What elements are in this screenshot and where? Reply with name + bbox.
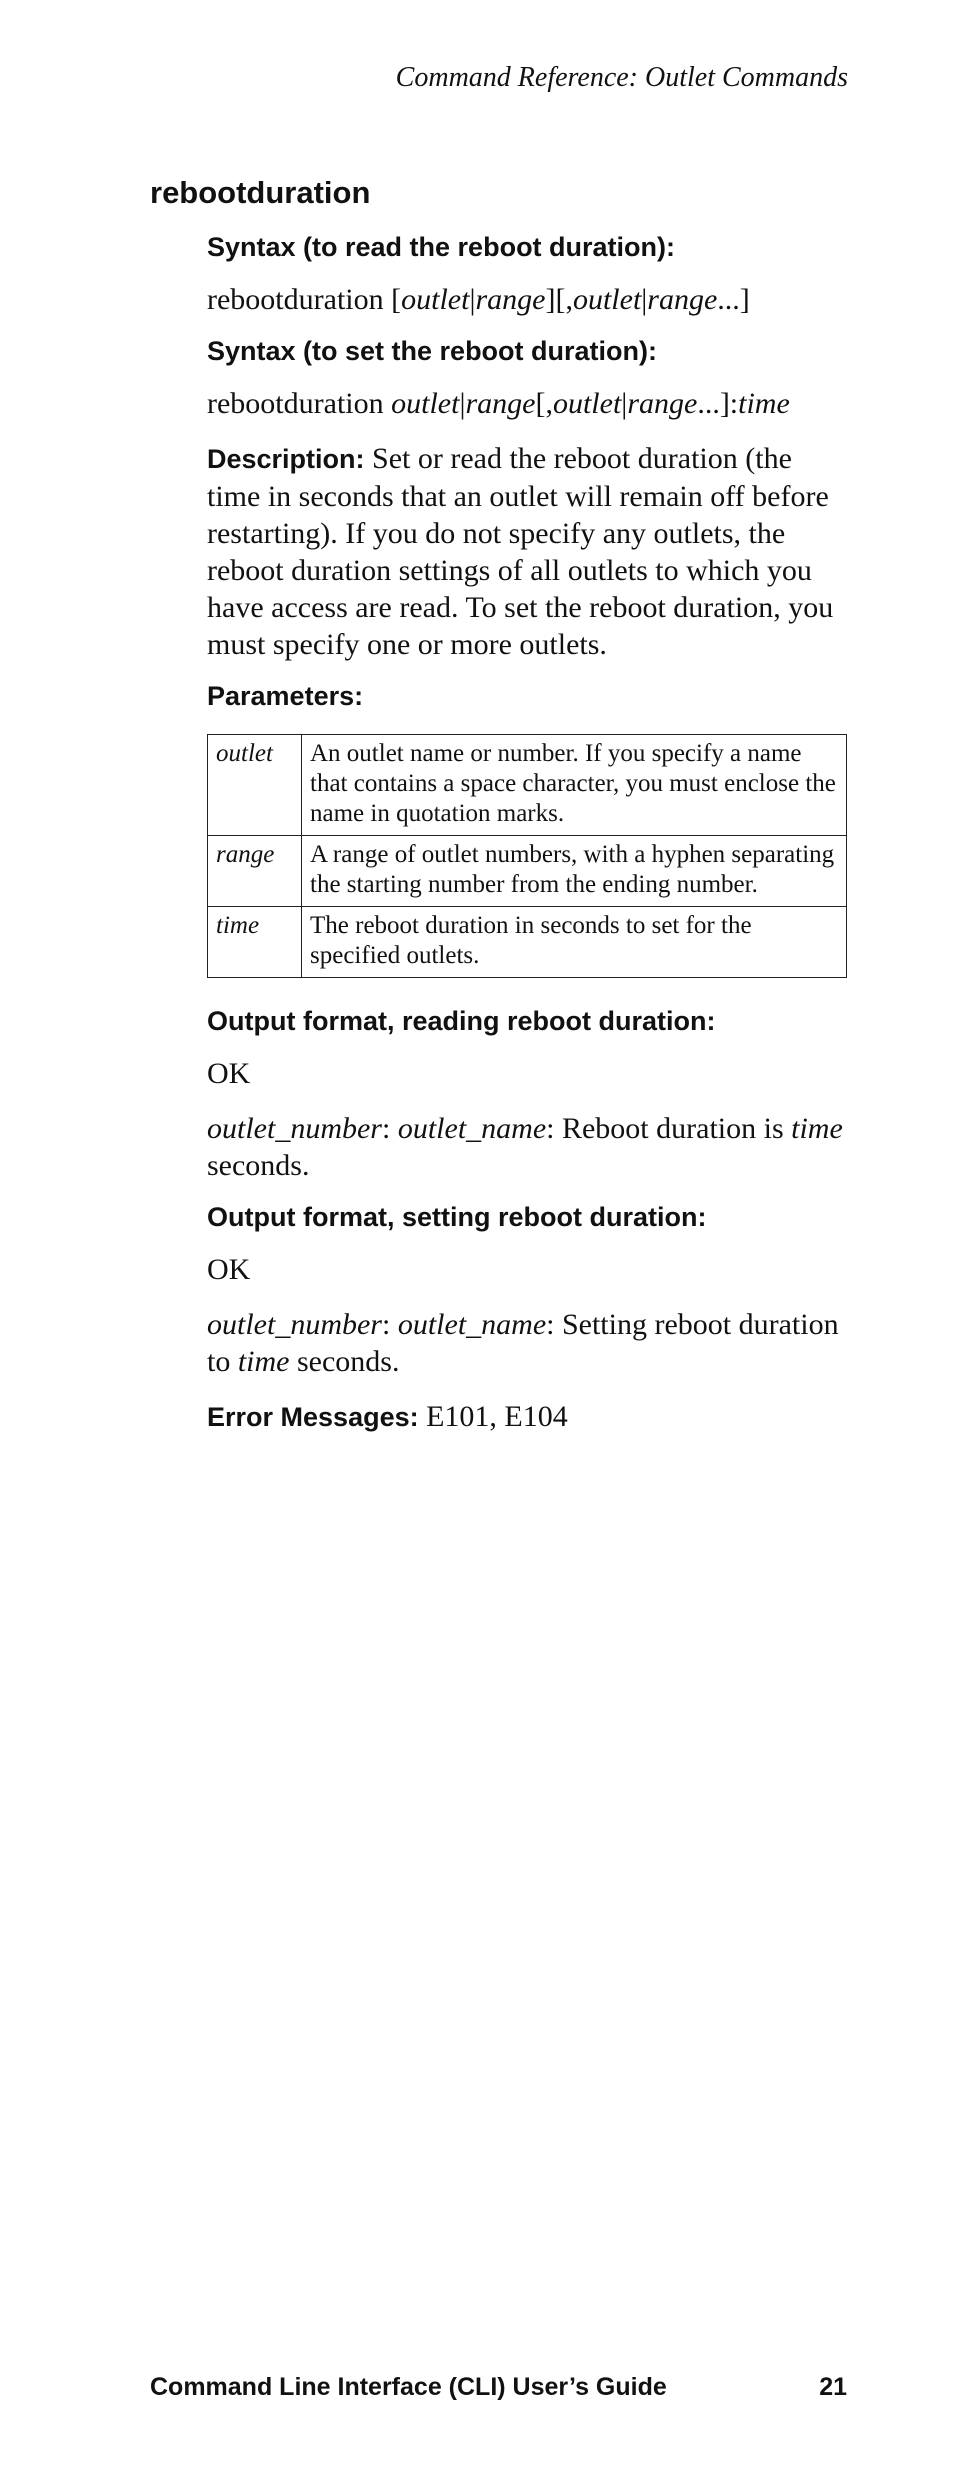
- page-footer: [150, 2373, 847, 2402]
- param-description: An outlet name or number. If you specify a name that contains a space character, you must enclose the name in quotation marks.: [302, 735, 847, 836]
- output-read-line: outlet_number: outlet_name: Reboot duration is time seconds.: [207, 1112, 843, 1182]
- description-paragraph: [207, 440, 847, 663]
- footer-guide-title: Command Line Interface (CLI) User’s Guide: [150, 2373, 667, 2401]
- parameters-table: [207, 734, 847, 978]
- syntax-set-heading: Syntax (to set the reboot duration):: [207, 336, 658, 366]
- param-term: outlet: [208, 735, 302, 836]
- description-label: Description:: [207, 444, 365, 474]
- page-number: 21: [819, 2373, 847, 2401]
- param-term: range: [208, 836, 302, 907]
- syntax-read-line: rebootduration [outlet|range][,outlet|range...]: [207, 283, 750, 316]
- description-text: Set or read the reboot duration (the time in seconds that an outlet will remain off before restarting). If you do not specify any outlets, the reboot duration settings of all outlets to which you have access are read. To set the reboot duration, you must specify one or more outlets.: [207, 442, 834, 661]
- output-set-ok: OK: [207, 1253, 251, 1286]
- running-header: Command Reference: Outlet Commands: [395, 62, 848, 93]
- syntax-set-cmd: rebootduration: [207, 387, 392, 420]
- syntax-read-heading: Syntax (to read the reboot duration):: [207, 232, 676, 262]
- output-read-ok: OK: [207, 1057, 251, 1090]
- error-messages-label: Error Messages:: [207, 1402, 419, 1432]
- table-row: [208, 735, 847, 836]
- error-messages: [207, 1398, 847, 1436]
- table-row: [208, 907, 847, 978]
- section-title: rebootduration: [150, 175, 371, 210]
- param-term: time: [208, 907, 302, 978]
- output-read-heading: Output format, reading reboot duration:: [207, 1006, 716, 1036]
- error-messages-text: E101, E104: [418, 1400, 568, 1433]
- param-description: The reboot duration in seconds to set for the specified outlets.: [302, 907, 847, 978]
- output-set-heading: Output format, setting reboot duration:: [207, 1202, 707, 1232]
- content-body: [207, 232, 847, 1454]
- parameters-heading: Parameters:: [207, 681, 364, 711]
- param-description: A range of outlet numbers, with a hyphen separating the starting number from the ending number.: [302, 836, 847, 907]
- table-row: [208, 836, 847, 907]
- syntax-read-cmd: rebootduration: [207, 283, 384, 316]
- output-set-line: outlet_number: outlet_name: Setting reboot duration to time seconds.: [207, 1308, 839, 1378]
- syntax-set-line: rebootduration outlet|range[,outlet|range...]:time: [207, 387, 790, 420]
